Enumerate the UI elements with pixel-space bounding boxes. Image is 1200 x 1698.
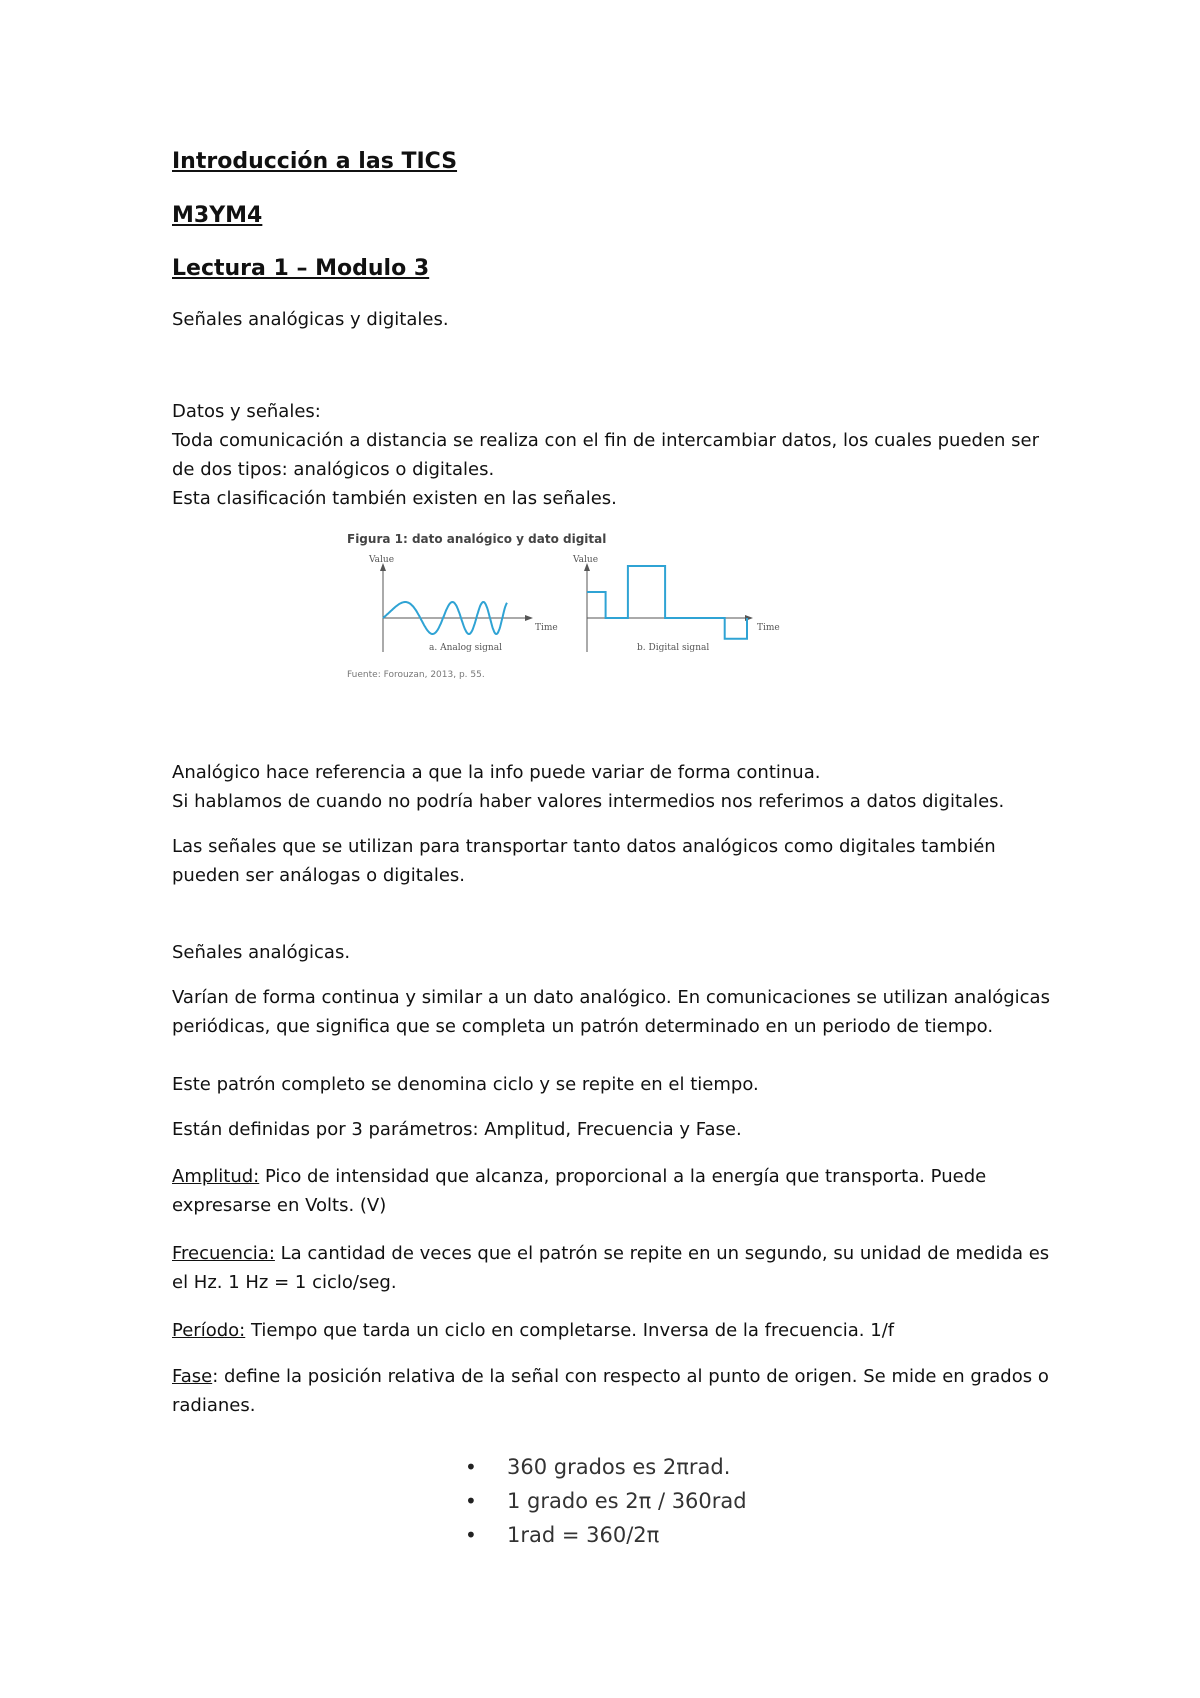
term-frecuencia: Frecuencia: bbox=[172, 1243, 275, 1264]
term-periodo: Período: bbox=[172, 1320, 246, 1341]
section-label-datos: Datos y señales: bbox=[172, 401, 321, 422]
definition-fase-text: : define la posición relativa de la señal con respecto al punto de origen. Se mide en grados o radianes. bbox=[172, 1366, 1049, 1416]
term-fase: Fase bbox=[172, 1366, 213, 1387]
term-amplitud: Amplitud: bbox=[172, 1166, 260, 1187]
figure-graphs bbox=[347, 550, 807, 668]
digital-y-label: Value bbox=[573, 555, 599, 565]
analog-y-label: Value bbox=[369, 555, 395, 565]
paragraph-datos: Toda comunicación a distancia se realiza con el fin de intercambiar datos, los cuales pueden ser de dos tipos: analógicos o digitales. bbox=[172, 430, 1040, 480]
analog-caption: a. Analog signal bbox=[429, 643, 502, 653]
figure-title: Figura 1: dato analógico y dato digital bbox=[347, 532, 607, 546]
definition-fase bbox=[172, 1362, 1052, 1420]
digital-caption: b. Digital signal bbox=[637, 643, 710, 653]
document-title: Introducción a las TICS bbox=[172, 149, 458, 174]
paragraph-transporte: Las señales que se utilizan para transportar tanto datos analógicos como digitales también pueden ser análogas o digitales. bbox=[172, 836, 996, 886]
bullet-item: • 360 grados es 2πrad. bbox=[465, 1450, 865, 1484]
definition-periodo-text: Tiempo que tarda un ciclo en completarse. Inversa de la frecuencia. 1/f bbox=[245, 1320, 895, 1341]
analog-x-arrow bbox=[525, 615, 533, 621]
radian-bullet-list bbox=[465, 1450, 865, 1552]
definition-frecuencia bbox=[172, 1239, 1052, 1297]
definition-amplitud-text: Pico de intensidad que alcanza, proporcional a la energía que transporta. Puede expresarse en Volts. (V) bbox=[172, 1166, 987, 1216]
definition-periodo bbox=[172, 1316, 1052, 1345]
paragraph-varian: Varían de forma continua y similar a un dato analógico. En comunicaciones se utilizan analógicas periódicas, que significa que se completa un patrón determinado en un periodo de tiempo. bbox=[172, 987, 1050, 1037]
paragraph-parametros: Están definidas por 3 parámetros: Amplitud, Frecuencia y Fase. bbox=[172, 1119, 742, 1140]
paragraph-digital: Si hablamos de cuando no podría haber valores intermedios nos referimos a datos digitales. bbox=[172, 791, 1005, 812]
paragraph-ciclo: Este patrón completo se denomina ciclo y se repite en el tiempo. bbox=[172, 1074, 759, 1095]
definition-frecuencia-text: La cantidad de veces que el patrón se repite en un segundo, su unidad de medida es el Hz. 1 Hz = 1 ciclo/seg. bbox=[172, 1243, 1050, 1293]
paragraph-clasificacion: Esta clasificación también existen en las señales. bbox=[172, 488, 617, 509]
paragraph-analogico: Analógico hace referencia a que la info puede variar de forma continua. bbox=[172, 762, 821, 783]
bullet-item: • 1 grado es 2π / 360rad bbox=[465, 1484, 865, 1518]
figure-analog-digital bbox=[347, 532, 807, 682]
definition-amplitud bbox=[172, 1162, 1052, 1220]
digital-x-label: Time bbox=[757, 623, 780, 633]
figure-source: Fuente: Forouzan, 2013, p. 55. bbox=[347, 670, 485, 680]
bullet-item: • 1rad = 360/2π bbox=[465, 1518, 865, 1552]
course-code: M3YM4 bbox=[172, 203, 263, 228]
digital-signal-line bbox=[587, 566, 747, 639]
analog-heading: Señales analógicas. bbox=[172, 942, 351, 963]
lecture-heading: Lectura 1 – Modulo 3 bbox=[172, 256, 430, 281]
subtitle: Señales analógicas y digitales. bbox=[172, 309, 449, 330]
analog-x-label: Time bbox=[535, 623, 558, 633]
